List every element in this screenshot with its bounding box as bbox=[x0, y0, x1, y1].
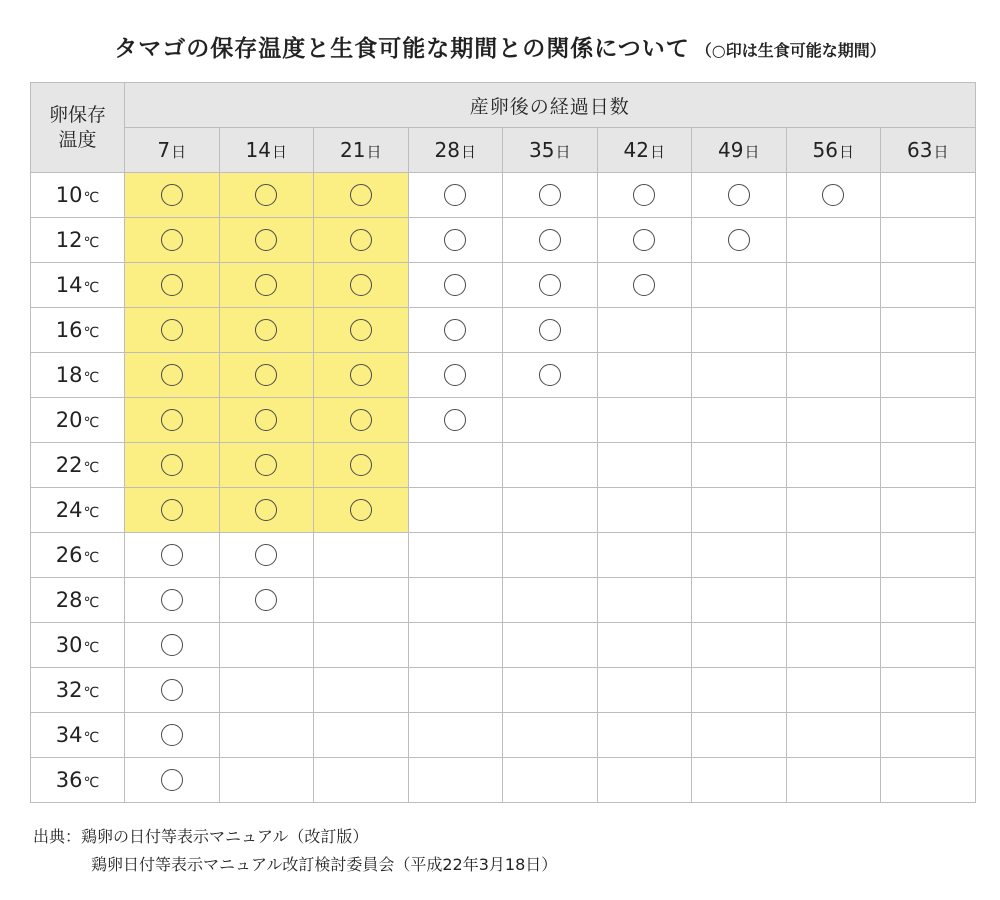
table-cell bbox=[692, 263, 787, 308]
table-cell bbox=[408, 308, 503, 353]
table-cell bbox=[881, 578, 976, 623]
table-cell bbox=[219, 218, 314, 263]
table-cell bbox=[219, 308, 314, 353]
temperature-label bbox=[31, 623, 125, 668]
table-cell bbox=[786, 533, 881, 578]
temperature-unit: ℃ bbox=[83, 280, 100, 296]
day-unit: 日 bbox=[460, 143, 476, 161]
circle-mark-icon bbox=[161, 184, 183, 206]
table-cell bbox=[314, 713, 409, 758]
table-cell bbox=[125, 263, 220, 308]
temperature-label bbox=[31, 173, 125, 218]
table-cell bbox=[881, 758, 976, 803]
table-cell bbox=[503, 623, 598, 668]
temperature-value: 32 bbox=[55, 678, 83, 702]
title-note: （○印は生食可能な期間） bbox=[695, 41, 886, 60]
temperature-unit: ℃ bbox=[83, 550, 100, 566]
table-cell bbox=[597, 398, 692, 443]
circle-mark-icon bbox=[728, 229, 750, 251]
day-unit: 日 bbox=[838, 143, 854, 161]
day-header bbox=[597, 128, 692, 173]
table-cell bbox=[597, 533, 692, 578]
temperature-label bbox=[31, 668, 125, 713]
table-cell bbox=[503, 668, 598, 713]
table-cell bbox=[408, 623, 503, 668]
table-cell bbox=[692, 173, 787, 218]
table-cell bbox=[314, 263, 409, 308]
day-number: 56 bbox=[812, 138, 838, 162]
temperature-unit: ℃ bbox=[83, 190, 100, 206]
table-cell bbox=[503, 218, 598, 263]
temperature-value: 12 bbox=[55, 228, 83, 252]
table-cell bbox=[125, 218, 220, 263]
table-cell bbox=[881, 308, 976, 353]
day-number: 28 bbox=[434, 138, 460, 162]
day-header bbox=[786, 128, 881, 173]
table-row bbox=[31, 488, 976, 533]
table-row bbox=[31, 353, 976, 398]
table-cell bbox=[786, 623, 881, 668]
table-cell bbox=[786, 713, 881, 758]
circle-mark-icon bbox=[161, 499, 183, 521]
temperature-value: 10 bbox=[55, 183, 83, 207]
table-row bbox=[31, 263, 976, 308]
circle-mark-icon bbox=[350, 499, 372, 521]
temperature-value: 16 bbox=[55, 318, 83, 342]
circle-mark-icon bbox=[255, 409, 277, 431]
elapsed-days-header: 産卵後の経過日数 bbox=[125, 83, 976, 128]
table-cell bbox=[219, 488, 314, 533]
temperature-unit: ℃ bbox=[83, 415, 100, 431]
table-cell bbox=[125, 398, 220, 443]
day-header-row bbox=[31, 128, 976, 173]
table-cell bbox=[219, 578, 314, 623]
table-cell bbox=[125, 353, 220, 398]
day-number: 21 bbox=[340, 138, 366, 162]
table-cell bbox=[125, 668, 220, 713]
temperature-label bbox=[31, 533, 125, 578]
table-cell bbox=[408, 488, 503, 533]
table-cell bbox=[503, 173, 598, 218]
table-cell bbox=[597, 578, 692, 623]
day-header bbox=[314, 128, 409, 173]
circle-mark-icon bbox=[161, 724, 183, 746]
circle-mark-icon bbox=[255, 184, 277, 206]
day-number: 35 bbox=[529, 138, 555, 162]
circle-mark-icon bbox=[161, 364, 183, 386]
table-cell bbox=[503, 398, 598, 443]
table-cell bbox=[408, 668, 503, 713]
circle-mark-icon bbox=[350, 454, 372, 476]
table-cell bbox=[503, 533, 598, 578]
day-unit: 日 bbox=[271, 143, 287, 161]
table-cell bbox=[219, 668, 314, 713]
table-cell bbox=[692, 623, 787, 668]
temperature-unit: ℃ bbox=[83, 775, 100, 791]
table-cell bbox=[597, 308, 692, 353]
table-cell bbox=[408, 533, 503, 578]
table-cell bbox=[219, 398, 314, 443]
table-cell bbox=[881, 173, 976, 218]
temperature-label bbox=[31, 398, 125, 443]
table-cell bbox=[125, 533, 220, 578]
table-body bbox=[31, 173, 976, 803]
circle-mark-icon bbox=[444, 409, 466, 431]
table-cell bbox=[408, 218, 503, 263]
table-cell bbox=[597, 443, 692, 488]
circle-mark-icon bbox=[633, 274, 655, 296]
table-cell bbox=[786, 443, 881, 488]
temperature-label bbox=[31, 308, 125, 353]
table-cell bbox=[597, 758, 692, 803]
day-header bbox=[125, 128, 220, 173]
table-row bbox=[31, 398, 976, 443]
table-cell bbox=[597, 353, 692, 398]
temperature-value: 20 bbox=[55, 408, 83, 432]
temperature-label bbox=[31, 578, 125, 623]
table-cell bbox=[692, 218, 787, 263]
circle-mark-icon bbox=[255, 319, 277, 341]
day-header bbox=[503, 128, 598, 173]
circle-mark-icon bbox=[161, 589, 183, 611]
circle-mark-icon bbox=[444, 229, 466, 251]
circle-mark-icon bbox=[633, 229, 655, 251]
circle-mark-icon bbox=[444, 319, 466, 341]
table-cell bbox=[786, 578, 881, 623]
table-cell bbox=[692, 353, 787, 398]
page-title bbox=[0, 30, 1000, 63]
table-row bbox=[31, 623, 976, 668]
table-cell bbox=[503, 758, 598, 803]
temperature-value: 28 bbox=[55, 588, 83, 612]
table-cell bbox=[314, 353, 409, 398]
table-cell bbox=[881, 218, 976, 263]
table-cell bbox=[219, 758, 314, 803]
table-row bbox=[31, 218, 976, 263]
table-cell bbox=[125, 578, 220, 623]
table-cell bbox=[692, 758, 787, 803]
temperature-value: 18 bbox=[55, 363, 83, 387]
table-cell bbox=[597, 488, 692, 533]
table-cell bbox=[314, 488, 409, 533]
day-header bbox=[881, 128, 976, 173]
circle-mark-icon bbox=[539, 364, 561, 386]
table-cell bbox=[692, 533, 787, 578]
source-line-2: 鶏卵日付等表示マニュアル改訂検討委員会（平成22年3月18日） bbox=[91, 855, 558, 874]
day-number: 14 bbox=[245, 138, 271, 162]
table-cell bbox=[219, 533, 314, 578]
day-unit: 日 bbox=[933, 143, 949, 161]
circle-mark-icon bbox=[255, 364, 277, 386]
temperature-value: 24 bbox=[55, 498, 83, 522]
table-cell bbox=[692, 578, 787, 623]
circle-mark-icon bbox=[255, 229, 277, 251]
day-header bbox=[692, 128, 787, 173]
table-cell bbox=[314, 308, 409, 353]
table-cell bbox=[219, 263, 314, 308]
table-cell bbox=[786, 263, 881, 308]
title-main: タマゴの保存温度と生食可能な期間との関係について bbox=[114, 36, 690, 62]
table-cell bbox=[786, 173, 881, 218]
table-cell bbox=[692, 443, 787, 488]
temperature-unit: ℃ bbox=[83, 325, 100, 341]
day-number: 49 bbox=[718, 138, 744, 162]
table-cell bbox=[692, 668, 787, 713]
day-unit: 日 bbox=[366, 143, 382, 161]
table-cell bbox=[881, 398, 976, 443]
circle-mark-icon bbox=[539, 274, 561, 296]
circle-mark-icon bbox=[255, 274, 277, 296]
circle-mark-icon bbox=[539, 184, 561, 206]
day-unit: 日 bbox=[171, 143, 187, 161]
table-cell bbox=[219, 173, 314, 218]
table-cell bbox=[314, 533, 409, 578]
circle-mark-icon bbox=[444, 184, 466, 206]
table-cell bbox=[597, 173, 692, 218]
circle-mark-icon bbox=[539, 229, 561, 251]
day-number: 63 bbox=[907, 138, 933, 162]
circle-mark-icon bbox=[161, 679, 183, 701]
table-cell bbox=[125, 173, 220, 218]
table-cell bbox=[408, 578, 503, 623]
table-cell bbox=[314, 758, 409, 803]
day-unit: 日 bbox=[649, 143, 665, 161]
temperature-unit: ℃ bbox=[83, 640, 100, 656]
temperature-value: 36 bbox=[55, 768, 83, 792]
circle-mark-icon bbox=[444, 274, 466, 296]
temperature-value: 30 bbox=[55, 633, 83, 657]
circle-mark-icon bbox=[633, 184, 655, 206]
table-row bbox=[31, 713, 976, 758]
table-cell bbox=[503, 308, 598, 353]
table-cell bbox=[881, 533, 976, 578]
table-cell bbox=[314, 173, 409, 218]
circle-mark-icon bbox=[350, 319, 372, 341]
temperature-label bbox=[31, 488, 125, 533]
temperature-value: 14 bbox=[55, 273, 83, 297]
storage-table bbox=[30, 82, 976, 803]
table-cell bbox=[503, 263, 598, 308]
temperature-label bbox=[31, 443, 125, 488]
temperature-label bbox=[31, 218, 125, 263]
table-cell bbox=[125, 443, 220, 488]
temperature-label bbox=[31, 353, 125, 398]
table-cell bbox=[881, 713, 976, 758]
table-row bbox=[31, 173, 976, 218]
circle-mark-icon bbox=[255, 454, 277, 476]
circle-mark-icon bbox=[161, 454, 183, 476]
table-cell bbox=[125, 623, 220, 668]
temperature-value: 26 bbox=[55, 543, 83, 567]
temperature-unit: ℃ bbox=[83, 505, 100, 521]
circle-mark-icon bbox=[161, 319, 183, 341]
source-line-1: 出典：鶏卵の日付等表示マニュアル（改訂版） bbox=[33, 827, 369, 846]
table-cell bbox=[597, 668, 692, 713]
table-row bbox=[31, 668, 976, 713]
day-unit: 日 bbox=[744, 143, 760, 161]
day-header bbox=[408, 128, 503, 173]
table-cell bbox=[881, 488, 976, 533]
temperature-label bbox=[31, 263, 125, 308]
temperature-unit: ℃ bbox=[83, 235, 100, 251]
temperature-label bbox=[31, 713, 125, 758]
circle-mark-icon bbox=[822, 184, 844, 206]
table-cell bbox=[881, 668, 976, 713]
table-cell bbox=[786, 308, 881, 353]
circle-mark-icon bbox=[161, 274, 183, 296]
table-cell bbox=[786, 398, 881, 443]
table-cell bbox=[597, 623, 692, 668]
table-cell bbox=[219, 443, 314, 488]
temperature-label bbox=[31, 758, 125, 803]
temperature-unit: ℃ bbox=[83, 370, 100, 386]
table-cell bbox=[597, 218, 692, 263]
table-cell bbox=[503, 443, 598, 488]
circle-mark-icon bbox=[350, 409, 372, 431]
circle-mark-icon bbox=[161, 544, 183, 566]
table-cell bbox=[692, 488, 787, 533]
circle-mark-icon bbox=[350, 364, 372, 386]
table-cell bbox=[881, 443, 976, 488]
table-cell bbox=[125, 488, 220, 533]
circle-mark-icon bbox=[350, 229, 372, 251]
source-note bbox=[33, 823, 557, 879]
table-row bbox=[31, 758, 976, 803]
table-cell bbox=[408, 713, 503, 758]
temperature-value: 22 bbox=[55, 453, 83, 477]
table-cell bbox=[503, 353, 598, 398]
table-cell bbox=[692, 308, 787, 353]
circle-mark-icon bbox=[444, 364, 466, 386]
circle-mark-icon bbox=[161, 634, 183, 656]
table-row bbox=[31, 308, 976, 353]
table-cell bbox=[408, 353, 503, 398]
table-cell bbox=[881, 263, 976, 308]
circle-mark-icon bbox=[255, 544, 277, 566]
circle-mark-icon bbox=[539, 319, 561, 341]
table-cell bbox=[408, 173, 503, 218]
circle-mark-icon bbox=[728, 184, 750, 206]
circle-mark-icon bbox=[255, 499, 277, 521]
table-cell bbox=[314, 218, 409, 263]
circle-mark-icon bbox=[350, 184, 372, 206]
table-row bbox=[31, 443, 976, 488]
table-cell bbox=[786, 488, 881, 533]
table-cell bbox=[314, 578, 409, 623]
table-cell bbox=[125, 308, 220, 353]
temperature-value: 34 bbox=[55, 723, 83, 747]
table-cell bbox=[597, 713, 692, 758]
table-cell bbox=[314, 623, 409, 668]
table-cell bbox=[786, 668, 881, 713]
circle-mark-icon bbox=[161, 769, 183, 791]
temperature-unit: ℃ bbox=[83, 595, 100, 611]
table-cell bbox=[314, 398, 409, 443]
table-cell bbox=[408, 443, 503, 488]
table-cell bbox=[408, 758, 503, 803]
table-cell bbox=[692, 398, 787, 443]
table-cell bbox=[219, 623, 314, 668]
temperature-unit: ℃ bbox=[83, 460, 100, 476]
day-header bbox=[219, 128, 314, 173]
table-row bbox=[31, 533, 976, 578]
table-cell bbox=[125, 758, 220, 803]
corner-label-text: 卵保存温度 bbox=[48, 103, 106, 151]
table-cell bbox=[597, 263, 692, 308]
corner-label bbox=[31, 83, 125, 173]
circle-mark-icon bbox=[255, 589, 277, 611]
circle-mark-icon bbox=[161, 409, 183, 431]
table-cell bbox=[786, 353, 881, 398]
table-cell bbox=[219, 713, 314, 758]
table-cell bbox=[503, 488, 598, 533]
table-cell bbox=[503, 713, 598, 758]
table-cell bbox=[408, 263, 503, 308]
table-cell bbox=[503, 578, 598, 623]
table-row bbox=[31, 578, 976, 623]
day-number: 7 bbox=[157, 138, 171, 162]
table-cell bbox=[692, 713, 787, 758]
table-cell bbox=[881, 623, 976, 668]
table-cell bbox=[219, 353, 314, 398]
table-cell bbox=[786, 218, 881, 263]
table-cell bbox=[786, 758, 881, 803]
temperature-unit: ℃ bbox=[83, 685, 100, 701]
day-unit: 日 bbox=[555, 143, 571, 161]
table-cell bbox=[314, 443, 409, 488]
table-cell bbox=[314, 668, 409, 713]
circle-mark-icon bbox=[350, 274, 372, 296]
table-cell bbox=[125, 713, 220, 758]
circle-mark-icon bbox=[161, 229, 183, 251]
table-cell bbox=[881, 353, 976, 398]
table-cell bbox=[408, 398, 503, 443]
day-number: 42 bbox=[623, 138, 649, 162]
temperature-unit: ℃ bbox=[83, 730, 100, 746]
